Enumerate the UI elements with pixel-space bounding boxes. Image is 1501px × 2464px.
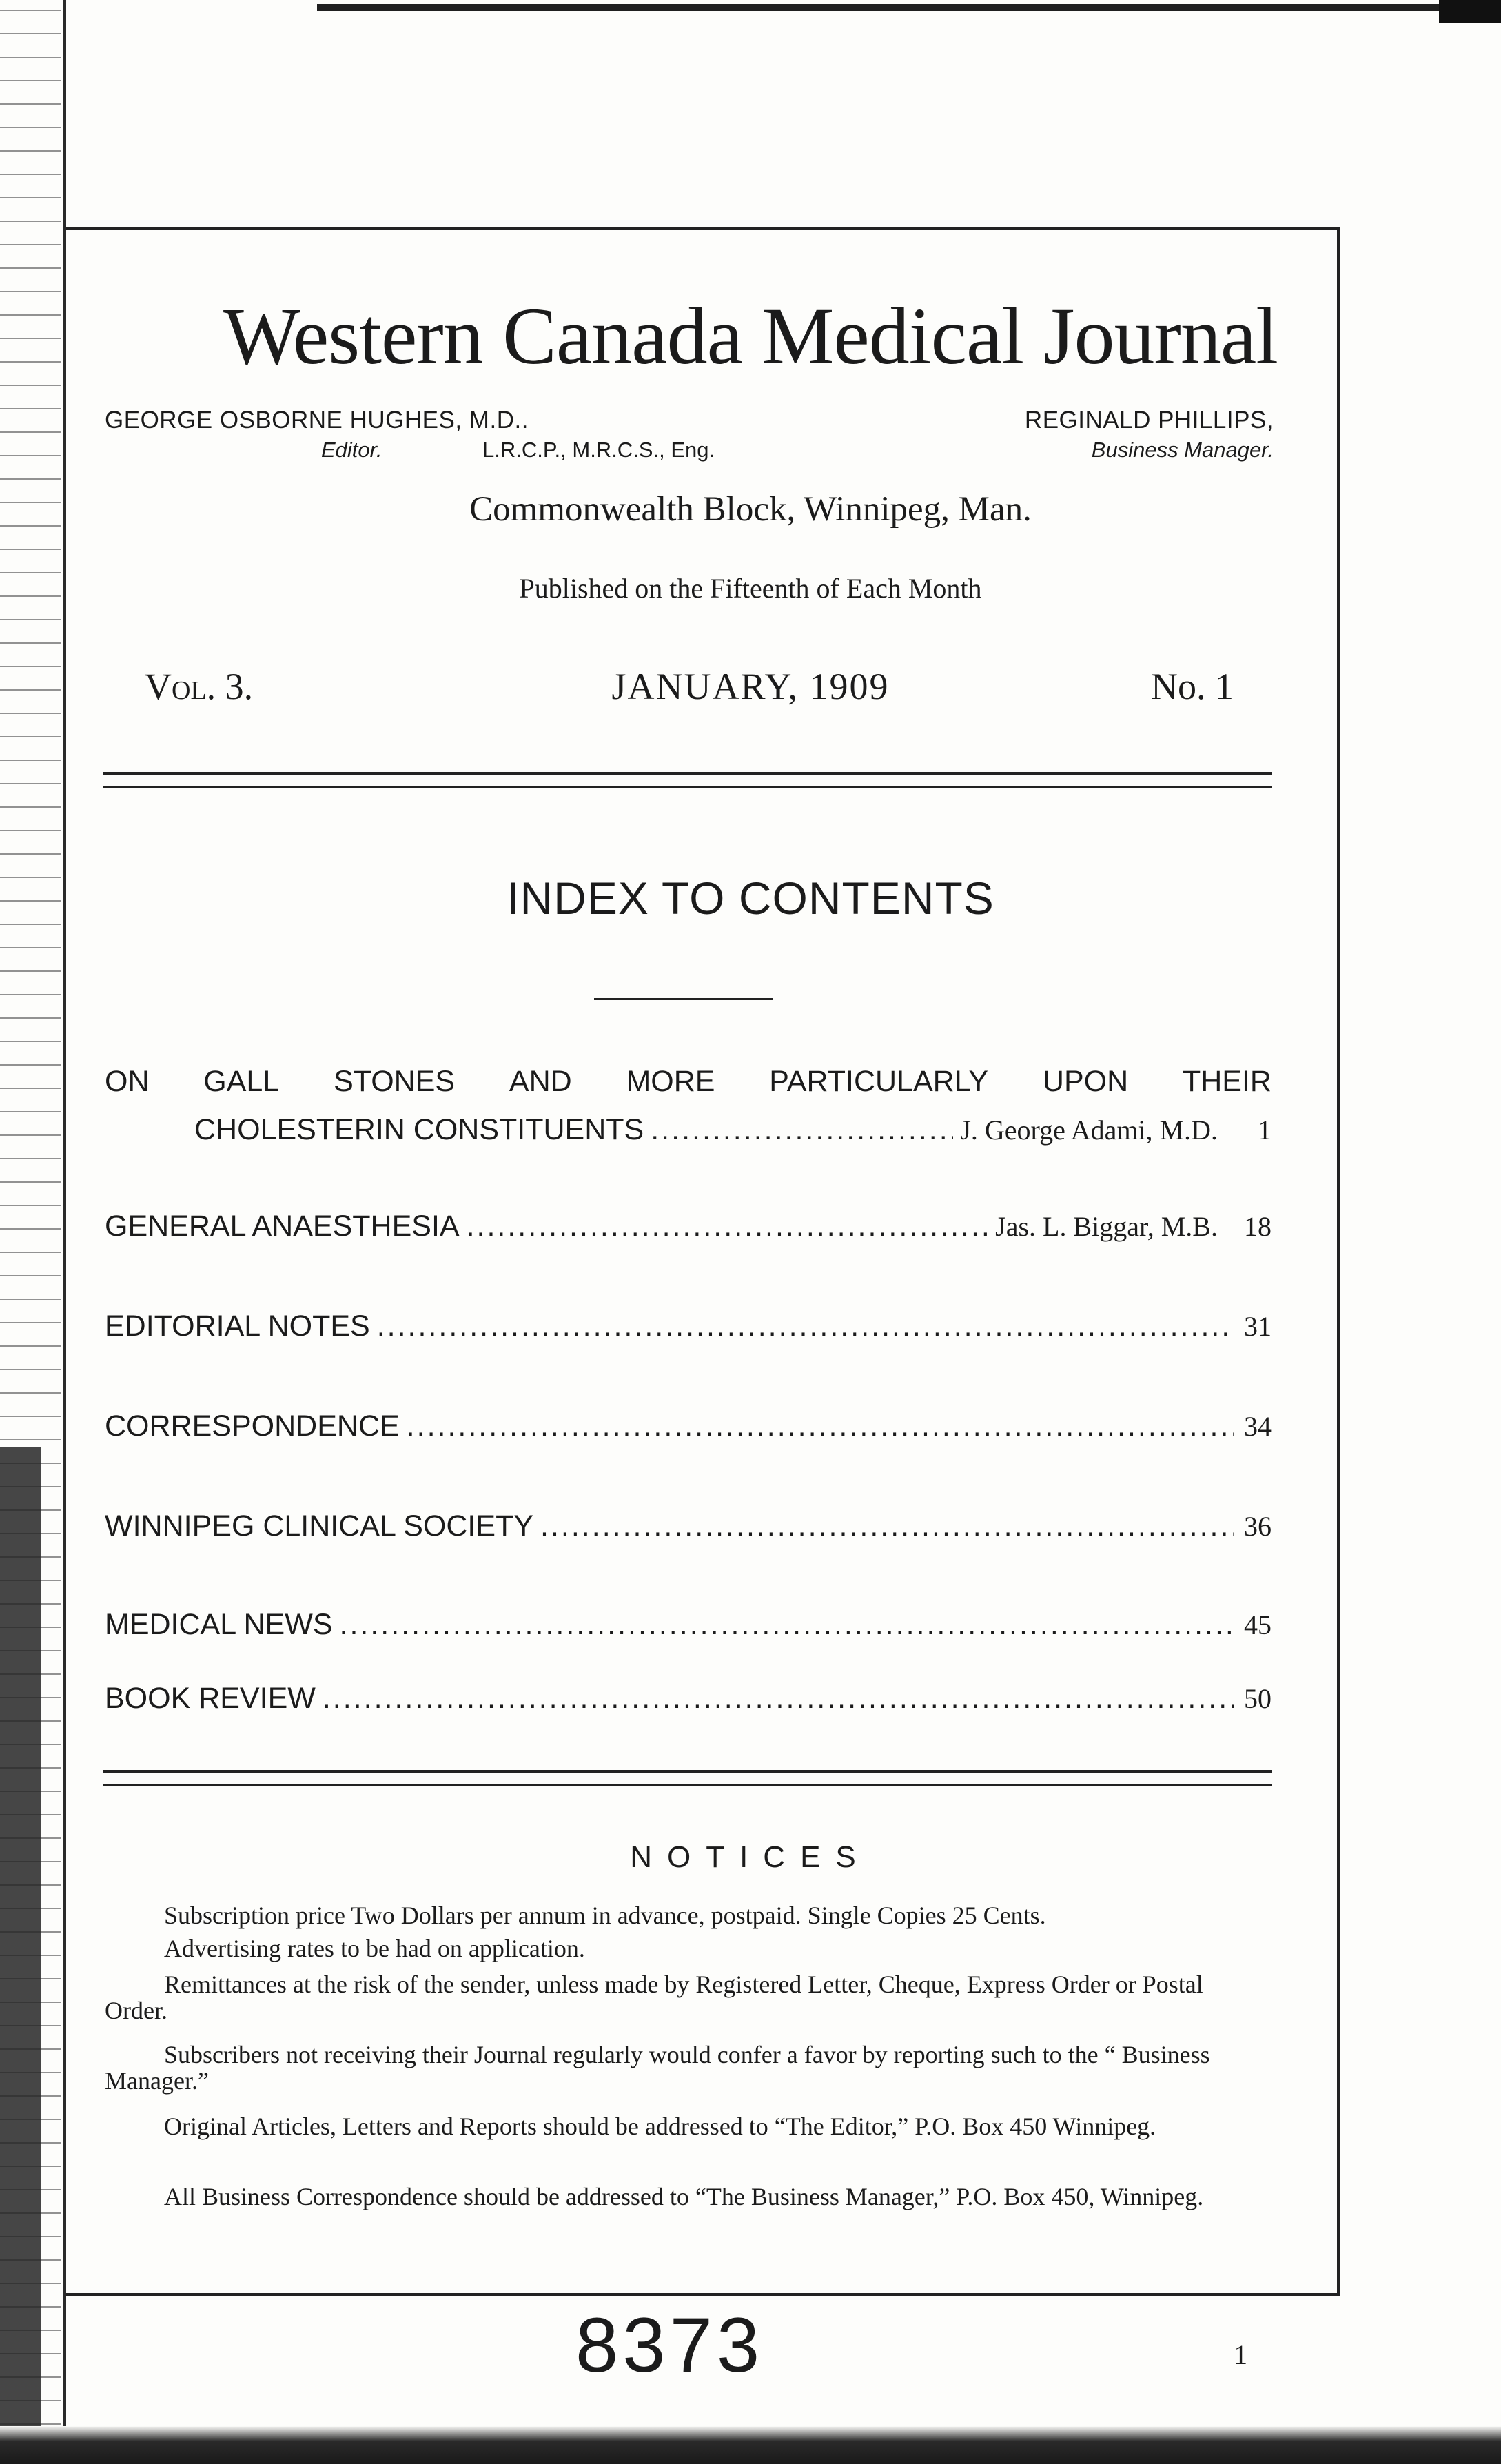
index-short-rule bbox=[594, 998, 773, 1000]
toc-word: UPON bbox=[1042, 1065, 1129, 1098]
frame-bottom-rule bbox=[66, 2293, 1340, 2296]
double-rule-bottom bbox=[103, 1770, 1272, 1786]
notice-text: Subscription price Two Dollars per annum in advance, postpaid. Single Copies 25 Cents. bbox=[164, 1902, 1046, 1929]
toc-entry-page: 1 bbox=[1258, 1114, 1272, 1146]
toc-entry bbox=[105, 1682, 1272, 1715]
notice-text: Original Articles, Letters and Reports should be addressed to “The Editor,” P.O. Box 450 Winnipeg. bbox=[164, 2112, 1156, 2140]
toc-leader bbox=[540, 1509, 1234, 1543]
page-bottom-edge bbox=[0, 2426, 1501, 2464]
toc-word: PARTICULARLY bbox=[769, 1065, 989, 1098]
editor-role: Editor. bbox=[321, 438, 382, 462]
toc-entry-author: J. George Adami, M.D. bbox=[960, 1114, 1218, 1146]
toc-entry-page: 31 bbox=[1244, 1311, 1272, 1342]
toc-entry-page: 36 bbox=[1244, 1511, 1272, 1542]
toc-leader bbox=[651, 1113, 953, 1147]
manager-name: REGINALD PHILLIPS, bbox=[1024, 407, 1274, 434]
notice-item bbox=[105, 2042, 1272, 2094]
toc-word: GALL bbox=[203, 1065, 280, 1098]
toc-leader bbox=[323, 1682, 1234, 1715]
toc-entry bbox=[105, 1310, 1272, 1343]
toc-entry-first-line bbox=[105, 1065, 1272, 1099]
volume-number: Vol. 3. bbox=[145, 666, 254, 707]
journal-title: Western Canada Medical Journal bbox=[223, 291, 1278, 381]
toc-leader bbox=[467, 1210, 989, 1243]
editor-name: GEORGE OSBORNE HUGHES, M.D.. bbox=[105, 407, 529, 434]
index-heading: INDEX TO CONTENTS bbox=[507, 873, 994, 924]
page-top-corner bbox=[1439, 0, 1501, 23]
toc-entry-title: EDITORIAL NOTES bbox=[105, 1310, 370, 1343]
toc-entry-title: GENERAL ANAESTHESIA bbox=[105, 1210, 460, 1243]
toc-entry bbox=[105, 1210, 1272, 1243]
issue-date: JANUARY, 1909 bbox=[611, 666, 890, 707]
notice-item bbox=[105, 1935, 1272, 1962]
frame-right-rule bbox=[1337, 227, 1340, 2295]
notice-text: All Business Correspondence should be addressed to “The Business Manager,” P.O. Box 450, Winnipeg. bbox=[164, 2183, 1204, 2210]
manager-role: Business Manager. bbox=[1091, 438, 1274, 462]
toc-leader bbox=[407, 1409, 1234, 1443]
notice-text: Remittances at the risk of the sender, unless made by Registered Letter, Cheque, Express Order or Postal Order. bbox=[105, 1971, 1203, 2024]
toc-word: STONES bbox=[334, 1065, 456, 1098]
notice-item bbox=[105, 1971, 1272, 2024]
toc-entry-author: Jas. L. Biggar, M.B. bbox=[995, 1211, 1218, 1242]
publication-schedule: Published on the Fifteenth of Each Month bbox=[519, 573, 982, 604]
page-number: 1 bbox=[1234, 2339, 1247, 2370]
toc-entry-title: CHOLESTERIN CONSTITUENTS bbox=[194, 1113, 644, 1146]
toc-word: ON bbox=[105, 1065, 150, 1098]
toc-entry-title: MEDICAL NEWS bbox=[105, 1608, 333, 1641]
toc-entry bbox=[105, 1608, 1272, 1642]
notice-item bbox=[105, 2183, 1272, 2210]
notice-text: Subscribers not receiving their Journal regularly would confer a favor by reporting such to the “ Business Manager.” bbox=[105, 2041, 1210, 2095]
double-rule-top bbox=[103, 772, 1272, 788]
toc-entry-title: WINNIPEG CLINICAL SOCIETY bbox=[105, 1509, 534, 1542]
handwritten-number: 8373 bbox=[575, 2302, 764, 2388]
binding-shadow-dark bbox=[0, 1447, 41, 2464]
page-top-edge bbox=[317, 4, 1501, 11]
toc-word: MORE bbox=[626, 1065, 715, 1098]
frame-top-rule bbox=[66, 227, 1340, 230]
notice-text: Advertising rates to be had on application. bbox=[164, 1935, 585, 1962]
toc-word: THEIR bbox=[1182, 1065, 1272, 1098]
toc-entry bbox=[105, 1113, 1272, 1147]
toc-leader bbox=[377, 1310, 1234, 1343]
toc-entry-page: 34 bbox=[1244, 1411, 1272, 1442]
toc-entry-title: CORRESPONDENCE bbox=[105, 1409, 400, 1443]
toc-entry-page: 50 bbox=[1244, 1683, 1272, 1714]
toc-entry-page: 45 bbox=[1244, 1609, 1272, 1640]
toc-entry-page: 18 bbox=[1244, 1211, 1272, 1242]
toc-entry bbox=[105, 1409, 1272, 1443]
toc-word: AND bbox=[509, 1065, 572, 1098]
issue-number: No. 1 bbox=[1151, 666, 1234, 707]
toc-entry bbox=[105, 1509, 1272, 1543]
notice-item bbox=[105, 1902, 1272, 1928]
editor-degrees: L.R.C.P., M.R.C.S., Eng. bbox=[482, 438, 715, 462]
notices-heading: NOTICES bbox=[630, 1840, 871, 1874]
toc-entry-title: BOOK REVIEW bbox=[105, 1682, 316, 1715]
publisher-address: Commonwealth Block, Winnipeg, Man. bbox=[469, 490, 1032, 529]
toc-leader bbox=[340, 1608, 1235, 1642]
notice-item bbox=[105, 2113, 1272, 2139]
